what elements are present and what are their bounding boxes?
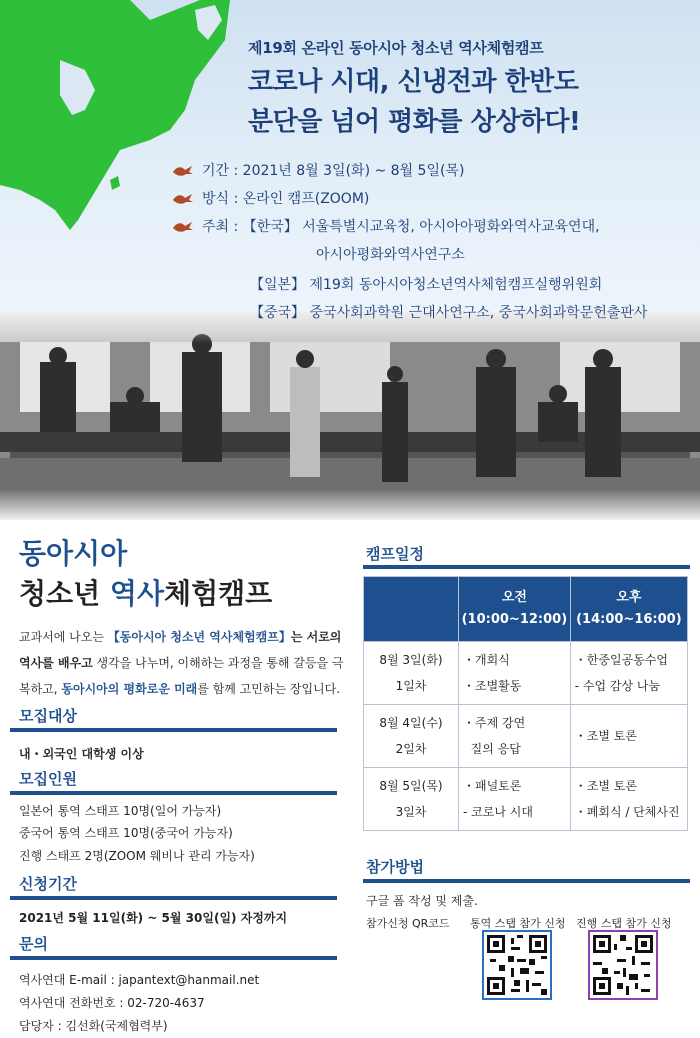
day: 1일차 — [395, 679, 427, 693]
qr2-label: 진행 스탭 참가 신청 — [576, 917, 672, 930]
apply-title: 신청기간 — [19, 875, 77, 893]
am-item: ・개회식 — [463, 653, 510, 667]
pm-time: (14:00~16:00) — [576, 612, 682, 627]
info-method — [172, 188, 369, 208]
korea-tag: 【한국】 — [242, 219, 298, 235]
intro-text: 복하고, — [19, 682, 62, 696]
section-divider — [10, 956, 337, 960]
china-tag: 【중국】 — [250, 305, 306, 321]
pm-item: ・한중일공동수업 — [574, 653, 668, 667]
count-item: 중국어 통역 스태프 10명(중국어 가능자) — [19, 826, 233, 840]
pm-cell — [570, 705, 687, 768]
schedule-table — [363, 576, 688, 831]
title-line-1: 동아시아 — [19, 537, 128, 570]
participate-title: 참가방법 — [366, 858, 424, 876]
section-divider — [10, 791, 337, 795]
host-label: 주최 : — [202, 219, 239, 235]
am-item: ・주제 강연 — [463, 716, 526, 730]
intro-highlight: 동아시아의 평화로운 미래 — [61, 682, 198, 696]
japan-line: 제19회 동아시아청소년역사체험캠프실행위원회 — [309, 277, 603, 293]
event-name: 제19회 온라인 동아시아 청소년 역사체험캠프 — [248, 39, 544, 57]
am-item: ・조별활동 — [463, 679, 522, 693]
method-text: 방식 : 온라인 캠프(ZOOM) — [202, 191, 370, 207]
qr-code-icon — [484, 932, 550, 998]
pm-item: ・조별 토론 — [574, 779, 637, 793]
qr1-label: 통역 스탭 참가 신청 — [470, 917, 566, 930]
am-cell — [459, 768, 571, 831]
info-period — [172, 160, 464, 180]
table-row — [364, 705, 688, 768]
target-text: 내・외국인 대학생 이상 — [19, 747, 144, 761]
participate-text: 구글 폼 작성 및 제출. — [366, 894, 478, 908]
section-divider — [10, 896, 337, 900]
am-cell — [459, 642, 571, 705]
qr-code-interpreter[interactable] — [482, 930, 552, 1000]
korea-line-1: 서울특별시교육청, 아시아아평화와역사교육연대, — [302, 219, 600, 235]
dove-icon — [172, 192, 194, 206]
qr-code-icon — [590, 932, 656, 998]
contact-item: 담당자 : 김선화(국제협력부) — [19, 1019, 168, 1033]
intro-text: 교과서에 나오는 — [19, 630, 108, 644]
info-host — [172, 216, 600, 236]
japan-tag: 【일본】 — [250, 277, 306, 293]
korea-line-2: 아시아평화와역사연구소 — [316, 247, 465, 263]
contact-item: 역사연대 전화번호 : 02-720-4637 — [19, 996, 205, 1010]
day: 2일차 — [395, 742, 427, 756]
title-part-a: 청소년 — [19, 577, 110, 610]
period-text: 기간 : 2021년 8월 3일(화) ~ 8월 5일(목) — [202, 163, 465, 179]
count-item: 진행 스태프 2명(ZOOM 웨비나 관리 가능자) — [19, 849, 255, 863]
section-divider — [363, 879, 690, 883]
pm-item: - 수업 감상 나눔 — [574, 679, 661, 693]
table-header-empty — [364, 577, 459, 642]
header-banner — [0, 0, 700, 312]
am-cell — [459, 705, 571, 768]
pm-item: ・폐회식 / 단체사진 — [574, 805, 680, 819]
dove-icon — [172, 220, 194, 234]
dove-icon — [172, 164, 194, 178]
am-time: (10:00~12:00) — [461, 612, 568, 627]
section-divider — [363, 565, 690, 569]
date: 8월 4일(수) — [379, 716, 443, 730]
am-item: 질의 응답 — [463, 742, 521, 756]
date-cell — [364, 768, 459, 831]
table-row — [364, 642, 688, 705]
info-japan — [250, 274, 602, 294]
day: 3일차 — [395, 805, 427, 819]
am-item: ・패널토론 — [463, 779, 522, 793]
intro-camp-name: 【동아시아 청소년 역사체험캠프】 — [107, 630, 291, 644]
headline-line-2: 분단을 넘어 평화를 상상하다! — [248, 107, 581, 137]
qr-code-staff[interactable] — [588, 930, 658, 1000]
table-row — [364, 768, 688, 831]
headline — [248, 62, 580, 142]
am-item: - 코로나 시대 — [463, 805, 533, 819]
title-line-2 — [19, 572, 272, 612]
pm-item: ・조별 토론 — [574, 729, 637, 743]
pm-label: 오후 — [616, 590, 642, 605]
date: 8월 5일(목) — [379, 779, 443, 793]
contact-title: 문의 — [19, 935, 48, 953]
title-part-highlight: 역사 — [109, 577, 165, 610]
intro-paragraph — [19, 624, 349, 702]
section-divider — [10, 728, 337, 732]
headline-line-1: 코로나 시대, 신냉전과 한반도 — [248, 67, 579, 97]
pm-cell — [570, 642, 687, 705]
date-cell — [364, 705, 459, 768]
count-item: 일본어 통역 스태프 10명(일어 가능자) — [19, 804, 222, 818]
date: 8월 3일(화) — [379, 653, 443, 667]
title-part-c: 체험캠프 — [164, 577, 273, 610]
apply-text: 2021년 5월 11일(화) ~ 5월 30일(일) 자정까지 — [19, 911, 288, 925]
qr-label: 참가신청 QR코드 — [366, 917, 450, 930]
am-label: 오전 — [501, 590, 527, 605]
contact-item: 역사연대 E-mail : japantext@hanmail.net — [19, 973, 260, 987]
table-header-am — [459, 577, 571, 642]
historical-photo — [0, 312, 700, 520]
intro-text: 생각을 나누며, 이해하는 과정을 통해 갈등을 극 — [92, 656, 344, 670]
schedule-title: 캠프일정 — [366, 545, 424, 563]
intro-text: 를 함께 고민하는 장입니다. — [197, 682, 341, 696]
count-title: 모집인원 — [19, 770, 77, 788]
china-line: 중국사회과학원 근대사연구소, 중국사회과학문헌출판사 — [309, 305, 648, 321]
pm-cell — [570, 768, 687, 831]
intro-text: 는 서로의 — [290, 630, 342, 644]
table-header-row — [364, 577, 688, 642]
table-header-pm — [570, 577, 687, 642]
info-china — [250, 302, 647, 322]
date-cell — [364, 642, 459, 705]
intro-text: 역사를 배우고 — [19, 656, 93, 670]
target-title: 모집대상 — [19, 707, 77, 725]
